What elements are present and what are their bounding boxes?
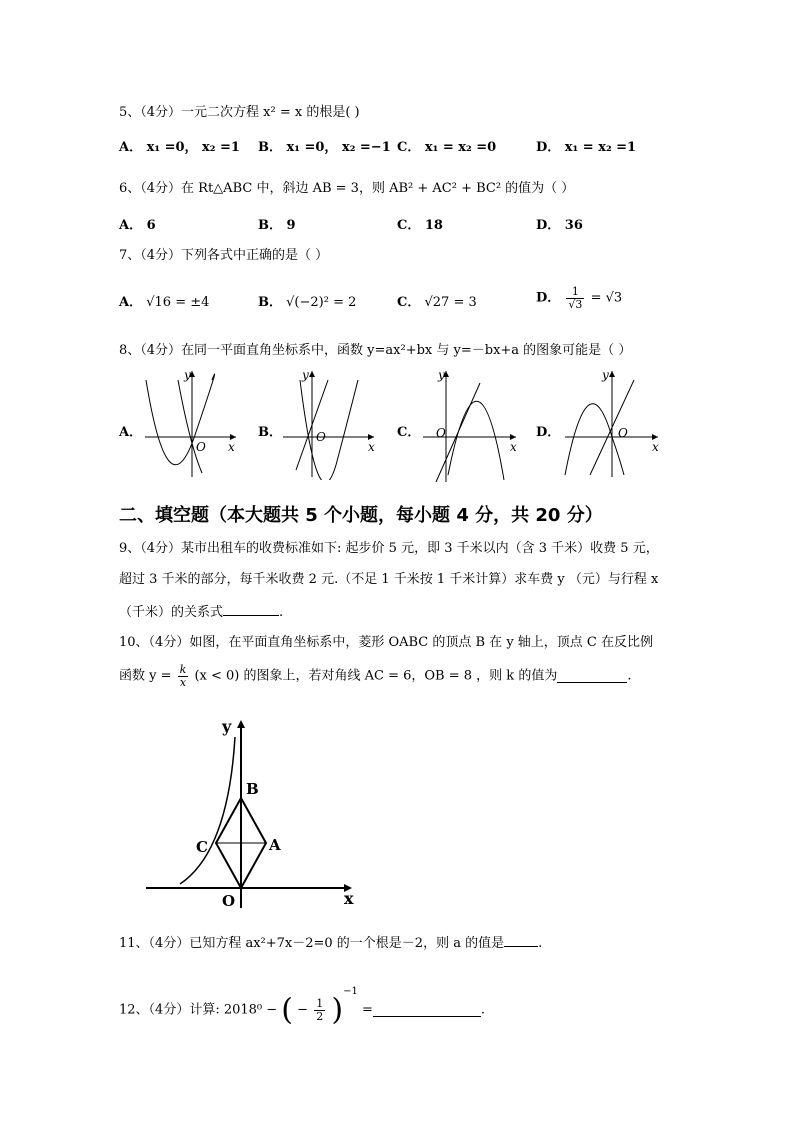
q9-line-1: 9、（4分）某市出租车的收费标准如下: 起步价 5 元，即 3 千米以内（含 3 千米）收费 5 元，: [119, 541, 659, 556]
q10-figure-y-label: y: [222, 717, 232, 736]
q9-line-3: [119, 603, 283, 622]
q8-graph-c-y-label: y: [438, 368, 445, 382]
q12-end: .: [480, 1002, 485, 1018]
q8-option-b-label: B．: [258, 425, 282, 440]
q10-fraction-numerator: k: [179, 663, 187, 676]
q8-graph-d-origin-label: O: [618, 426, 628, 440]
q7-option-b-letter: B．: [258, 295, 282, 310]
q10-figure: [140, 712, 365, 912]
q7-option-a-letter: A．: [119, 295, 143, 310]
q12-left-paren: (: [281, 992, 294, 1028]
q7-option-a: [119, 294, 209, 312]
q7-option-b: [258, 294, 356, 312]
q10-figure-label-c: C: [196, 838, 208, 856]
q8-graph-b: [278, 365, 378, 480]
q6-option-d: D． 36: [536, 218, 583, 233]
q5-stem: 5、（4分）一元二次方程 x² = x 的根是( ): [119, 105, 360, 120]
q7-option-d-rhs: = √3: [590, 290, 623, 306]
q9-line-3-end: .: [279, 605, 284, 620]
q7-stem: 7、（4分）下列各式中正确的是（ ）: [119, 248, 329, 263]
q10-line-2-prefix: 函数 y =: [119, 668, 172, 684]
q9-line-2: 超过 3 千米的部分，每千米收费 2 元.（不足 1 千米按 1 千米计算）求车费 y （元）与行程 x: [119, 572, 659, 587]
q10-answer-blank[interactable]: [557, 670, 627, 683]
q7-option-c: [397, 294, 477, 312]
q7-option-d: [536, 286, 622, 311]
q12-equals: =: [361, 1002, 373, 1018]
q8-graph-d: [560, 365, 662, 480]
q8-graph-d-y-label: y: [602, 368, 609, 382]
q11-answer-blank[interactable]: [504, 934, 538, 947]
q10-line-2: [119, 664, 631, 689]
q10-figure-label-b: B: [246, 780, 259, 798]
q10-line-1: 10、（4分）如图，在平面直角坐标系中，菱形 OABC 的顶点 B 在 y 轴上，顶点 C 在反比例: [119, 635, 654, 650]
q11-end: .: [538, 936, 543, 951]
q8-graph-a-origin-label: O: [196, 440, 206, 454]
q12-exponent: −1: [343, 986, 358, 997]
q8-graph-b-y-label: y: [302, 368, 309, 382]
q8-option-a-label: A．: [119, 425, 143, 440]
q7-option-d-denominator: √3: [568, 298, 583, 311]
q12-answer-blank[interactable]: [373, 1004, 481, 1017]
q9-answer-blank[interactable]: [223, 603, 279, 616]
q12-inner-minus: −: [297, 1002, 309, 1018]
q7-option-d-fraction: [566, 286, 584, 311]
q10-figure-x-label: x: [344, 889, 354, 908]
q8-graph-c: [418, 365, 520, 485]
q5-option-b: B． x₁ =0， x₂ =−1: [258, 140, 391, 155]
q11-text: 11、（4分）已知方程 ax²+7x－2=0 的一个根是－2，则 a 的值是: [119, 936, 505, 951]
q8-option-c-label: C．: [397, 425, 421, 440]
q10-fraction: [178, 664, 189, 689]
q6-option-b: B． 9: [258, 218, 296, 233]
section-2-title: 二、填空题（本大题共 5 个小题，每小题 4 分，共 20 分）: [119, 505, 603, 526]
q10-figure-label-o: O: [222, 892, 236, 910]
q7-option-d-letter: D．: [536, 290, 561, 306]
q7-option-d-numerator: 1: [566, 286, 584, 299]
q8-stem: 8、（4分）在同一平面直角坐标系中，函数 y=ax²+bx 与 y=－bx+a 的图象可能是（ ）: [119, 343, 632, 358]
q5-option-a: A． x₁ =0， x₂ =1: [119, 140, 240, 155]
q8-option-d-label: D．: [536, 425, 561, 440]
q12-fraction-denominator: 2: [316, 1010, 324, 1023]
q10-line-2-body: (x < 0) 的图象上，若对角线 AC = 6，OB = 8 ，则 k 的值为: [194, 668, 558, 684]
q8-graph-b-origin-label: O: [316, 430, 326, 444]
q8-graph-c-origin-label: O: [436, 426, 446, 440]
q7-option-c-letter: C．: [397, 295, 421, 310]
q6-stem: 6、（4分）在 Rt△ABC 中，斜边 AB = 3，则 AB² + AC² + BC² 的值为（ ）: [119, 181, 575, 196]
q5-option-c: C． x₁ = x₂ =0: [397, 140, 497, 155]
q5-option-d: D． x₁ = x₂ =1: [536, 140, 637, 155]
q8-graph-a-y-label: y: [184, 368, 191, 382]
q11-line: [119, 934, 542, 953]
q12-fraction: [314, 998, 325, 1023]
q7-option-b-expr: √(−2)² = 2: [286, 295, 357, 310]
q9-line-3-text: （千米）的关系式: [119, 605, 224, 620]
q10-fraction-denominator: x: [179, 676, 187, 689]
q7-option-c-expr: √27 = 3: [424, 295, 477, 310]
q12-text: 12、（4分）计算: 2018⁰ −: [119, 1002, 278, 1018]
q8-graph-c-x-label: x: [510, 440, 517, 454]
q12-right-paren: ): [331, 992, 344, 1028]
q10-line-2-end: .: [627, 668, 632, 684]
q6-option-a: A． 6: [119, 218, 156, 233]
q7-option-a-expr: √16 = ±4: [146, 295, 210, 310]
q8-graph-b-x-label: x: [368, 440, 375, 454]
q12-line: [119, 972, 485, 1028]
q6-option-c: C． 18: [397, 218, 443, 233]
q10-figure-label-a: A: [269, 836, 281, 854]
q8-graph-a-x-label: x: [228, 440, 235, 454]
q8-graph-d-x-label: x: [652, 440, 659, 454]
q12-fraction-numerator: 1: [316, 997, 324, 1010]
q8-graph-a: [140, 365, 240, 480]
